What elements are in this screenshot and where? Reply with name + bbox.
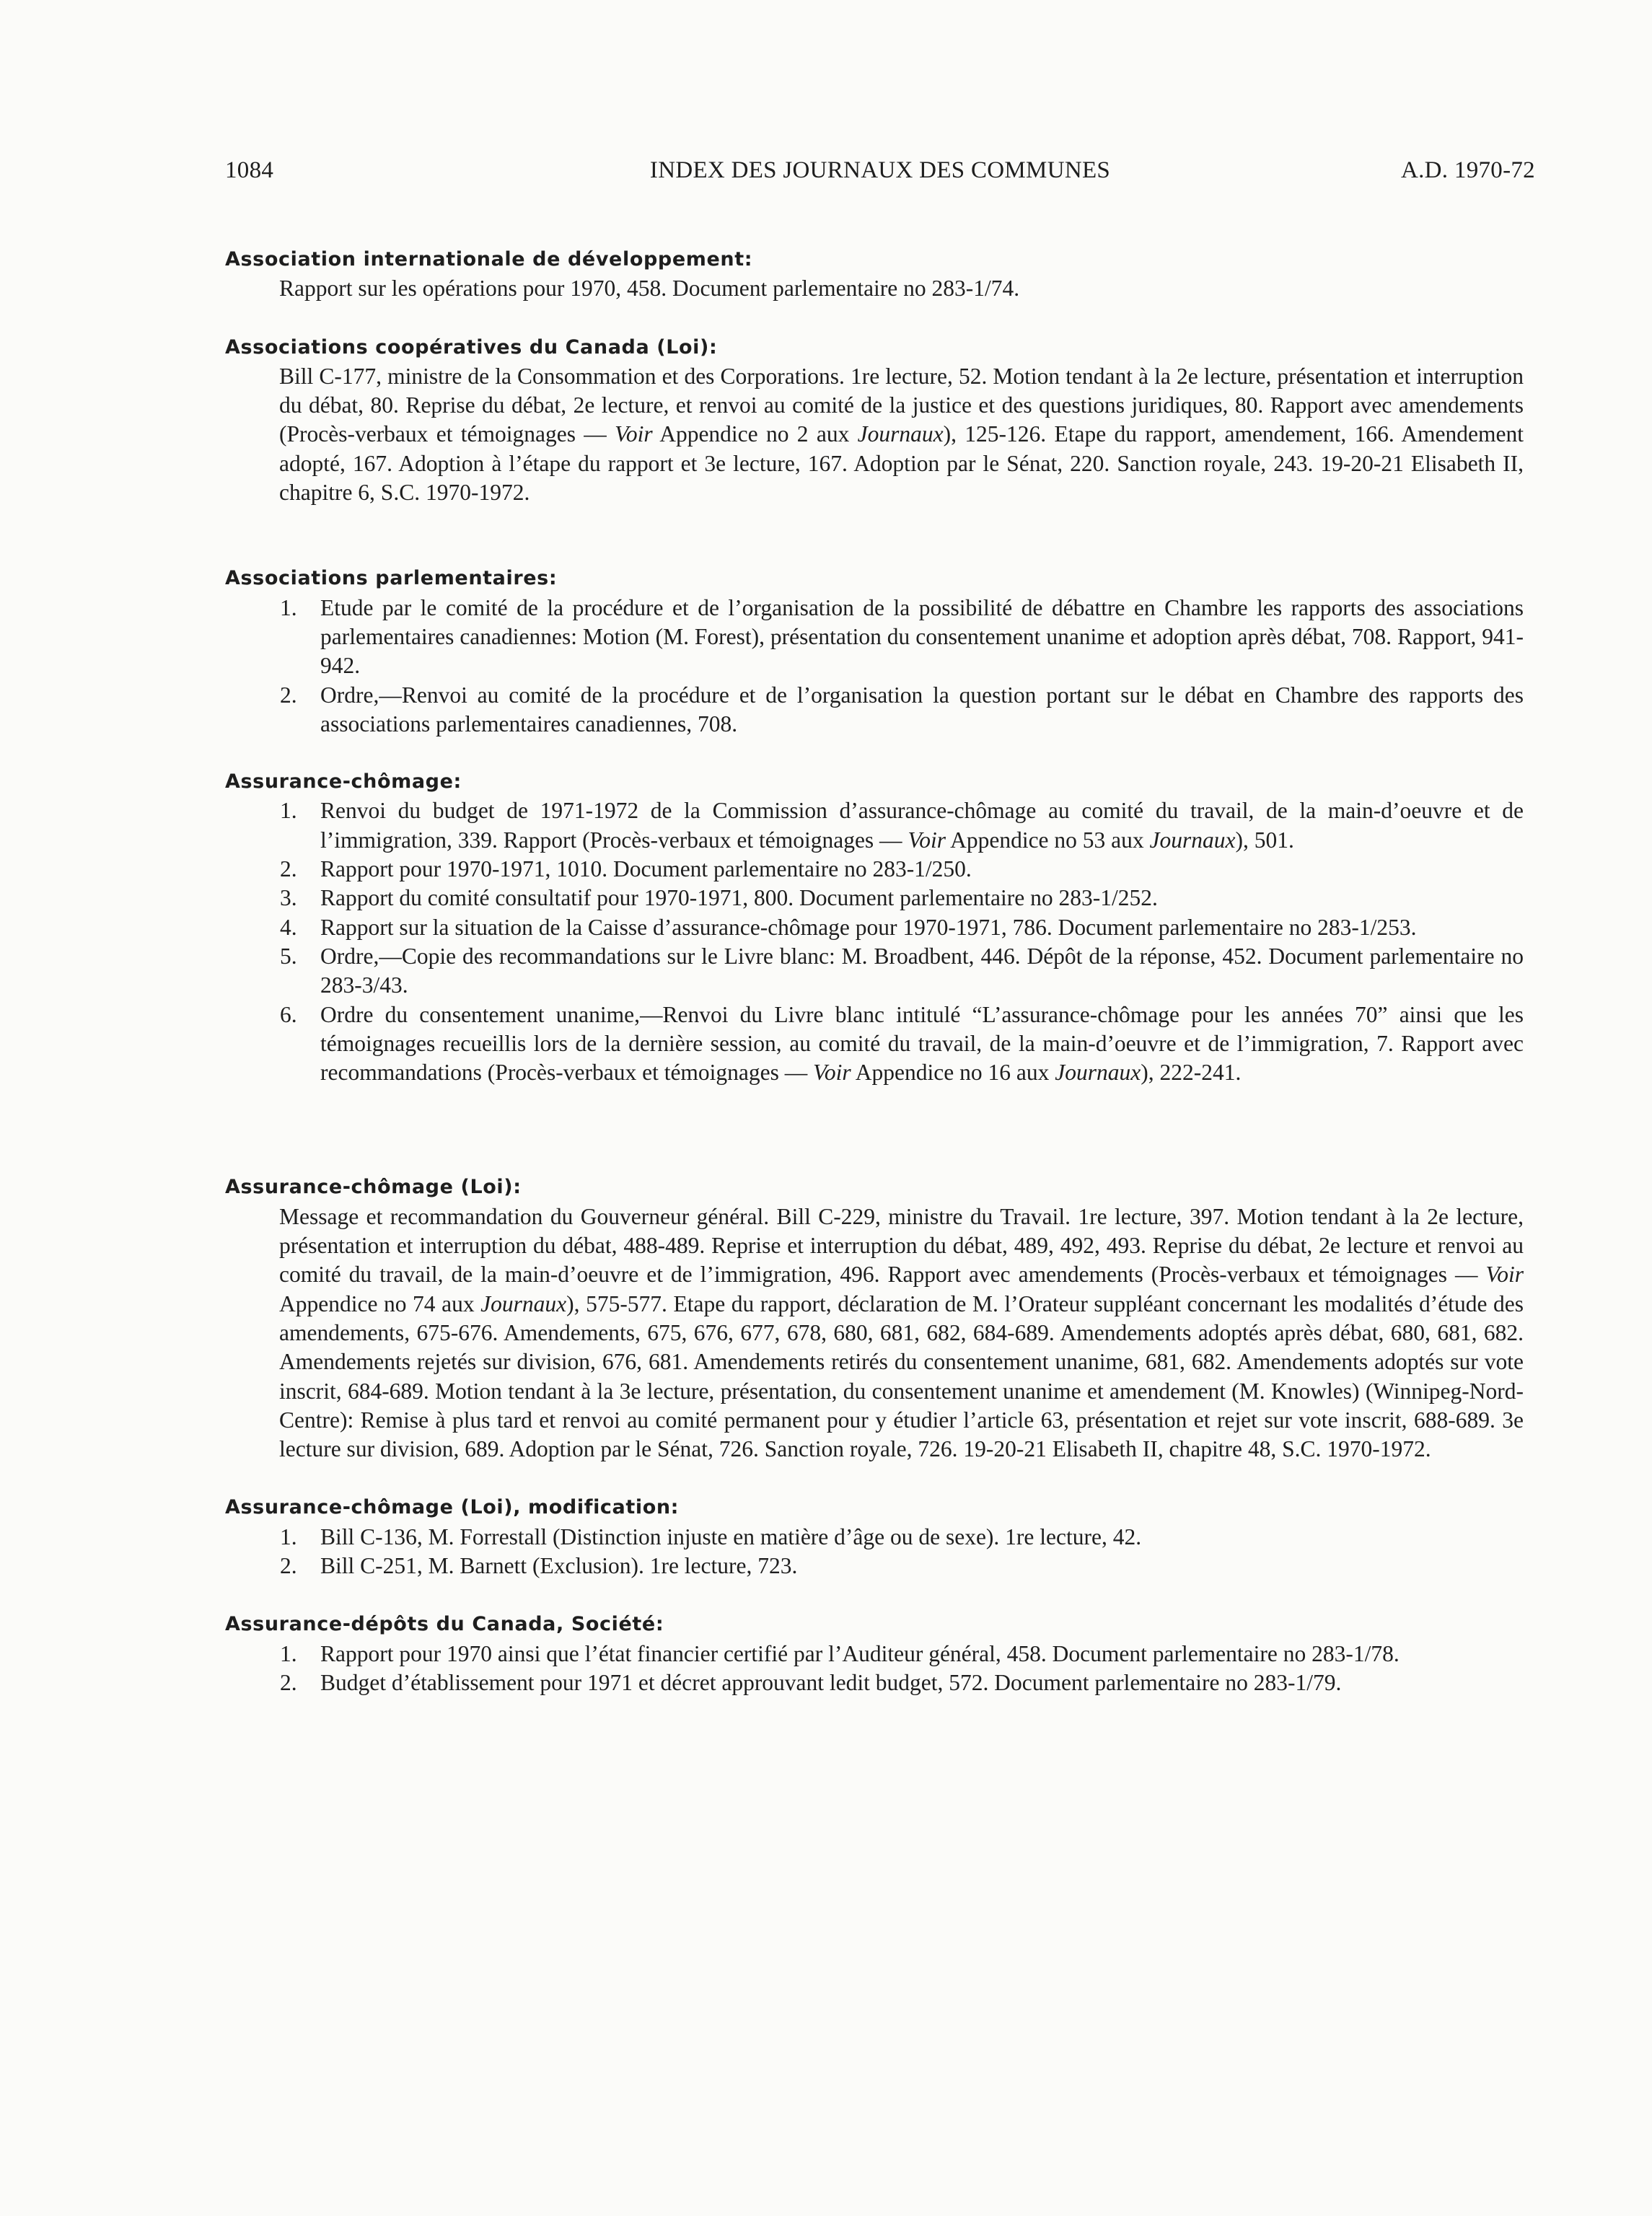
- list-item: 1. Etude par le comité de la procédure et de l’organisation de la possibilité de débattre en Chambre les rapports des associations parlementaires canadiennes: Motion (M. Forest), présentation du consentement unanime et adoption après débat, 708. Rapport, 941-942.: [280, 594, 1524, 679]
- entry-list: [225, 1523, 1524, 1581]
- list-item: 3. Rapport du comité consultatif pour 1970-1971, 800. Document parlementaire no 283-1/252.: [280, 885, 1158, 911]
- list-item: 6. Ordre du consentement unanime,—Renvoi du Livre blanc intitulé “L’assurance-chômage pour les années 70” ainsi que les témoignages recueillis lors de la dernière session, au comité du travail, de la main-d’oeuvre et de l’immigration, 7. Rapport avec recommandations (Procès-verbaux et témoignages — Voir Appendice no 16 aux Journaux), 222-241.: [280, 1001, 1524, 1086]
- list-item: 2. Budget d’établissement pour 1971 et décret approuvant ledit budget, 572. Document parlementaire no 283-1/79.: [280, 1669, 1342, 1695]
- index-entry: [225, 768, 1524, 1087]
- index-entry: [225, 1173, 1524, 1464]
- index-entry: [225, 1493, 1524, 1580]
- list-item: 5. Ordre,—Copie des recommandations sur le Livre blanc: M. Broadbent, 446. Dépôt de la réponse, 452. Document parlementaire no 283-3/43.: [280, 943, 1524, 998]
- entry-heading: Association internationale de développement:: [225, 248, 753, 271]
- entry-heading: Associations coopératives du Canada (Loi):: [225, 335, 718, 359]
- list-item: 1. Renvoi du budget de 1971-1972 de la Commission d’assurance-chômage au comité du travail, de la main-d’oeuvre et de l’immigration, 339. Rapport (Procès-verbaux et témoignages — Voir Appendice no 53 aux Journaux), 501.: [280, 798, 1524, 853]
- list-item: 2. Bill C-251, M. Barnett (Exclusion). 1re lecture, 723.: [280, 1552, 798, 1578]
- period-label: A.D. 1970-72: [1400, 157, 1535, 183]
- page-number: 1084: [225, 157, 274, 183]
- index-entry: [225, 333, 1524, 508]
- list-item: 2. Rapport pour 1970-1971, 1010. Document parlementaire no 283-1/250.: [280, 856, 972, 882]
- list-item: 1. Rapport pour 1970 ainsi que l’état financier certifié par l’Auditeur général, 458. Document parlementaire no 283-1/78.: [280, 1640, 1400, 1666]
- list-item: 2. Ordre,—Renvoi au comité de la procédure et de l’organisation la question portant sur le débat en Chambre des rapports des associations parlementaires canadiennes, 708.: [280, 682, 1524, 737]
- entry-text: Bill C-177, ministre de la Consommation et des Corporations. 1re lecture, 52. Motion tendant à la 2e lecture, présentation et interruption du débat, 80. Reprise du débat, 2e lecture, et renvoi au comité de la justice et des questions juridiques, 80. Rapport avec amendements (Procès-verbaux et témoignages — Voir Appendice no 2 aux Journaux), 125-126. Etape du rapport, amendement, 166. Amendement adopté, 167. Adoption à l’étape du rapport et 3e lecture, 167. Adoption par le Sénat, 220. Sanction royale, 243. 19-20-21 Elisabeth II, chapitre 6, S.C. 1970-1972.: [279, 363, 1524, 506]
- list-item: 1. Bill C-136, M. Forrestall (Distinction injuste en matière d’âge ou de sexe). 1re lecture, 42.: [280, 1524, 1142, 1549]
- entry-list: [225, 1640, 1524, 1698]
- entry-heading: Assurance-dépôts du Canada, Société:: [225, 1613, 664, 1636]
- index-entry: [225, 564, 1524, 739]
- entry-text: Message et recommandation du Gouverneur général. Bill C-229, ministre du Travail. 1re lecture, 397. Motion tendant à la 2e lecture, présentation et interruption du débat, 488-489. Reprise et interruption du débat, 489, 492, 493. Reprise du débat, 2e lecture et renvoi au comité du travail, de la main-d’oeuvre et de l’immigration, 496. Rapport avec amendements (Procès-verbaux et témoignages — Voir Appendice no 74 aux Journaux), 575-577. Etape du rapport, déclaration de M. l’Orateur suppléant concernant les modalités d’étude des amendements, 675-676. Amendements, 675, 676, 677, 678, 680, 681, 682, 684-689. Amendements adoptés après débat, 680, 681, 682. Amendements rejetés sur division, 676, 681. Amendements retirés du consentement unanime, 681, 682. Amendements adoptés sur vote inscrit, 684-689. Motion tendant à la 3e lecture, présentation, du consentement unanime et amendement (M. Knowles) (Winnipeg-Nord-Centre): Remise à plus tard et renvoi au comité permanent pour y étudier l’article 63, présentation et rejet sur vote inscrit, 688-689. 3e lecture sur division, 689. Adoption par le Sénat, 726. Sanction royale, 726. 19-20-21 Elisabeth II, chapitre 48, S.C. 1970-1972.: [279, 1203, 1524, 1462]
- entry-heading: Associations parlementaires:: [225, 567, 558, 590]
- entry-heading: Assurance-chômage:: [225, 770, 462, 793]
- entry-list: [225, 796, 1524, 1087]
- entry-heading: Assurance-chômage (Loi), modification:: [225, 1496, 680, 1519]
- index-entry: [225, 1610, 1524, 1697]
- page-header: [225, 157, 1535, 193]
- index-content: [225, 245, 1524, 1697]
- running-title: INDEX DES JOURNAUX DES COMMUNES: [649, 157, 1111, 183]
- index-entry: [225, 245, 1524, 304]
- entry-heading: Assurance-chômage (Loi):: [225, 1176, 522, 1199]
- entry-text: Rapport sur les opérations pour 1970, 458. Document parlementaire no 283-1/74.: [279, 276, 1020, 302]
- entry-list: [225, 594, 1524, 739]
- list-item: 4. Rapport sur la situation de la Caisse d’assurance-chômage pour 1970-1971, 786. Document parlementaire no 283-1/253.: [280, 914, 1417, 940]
